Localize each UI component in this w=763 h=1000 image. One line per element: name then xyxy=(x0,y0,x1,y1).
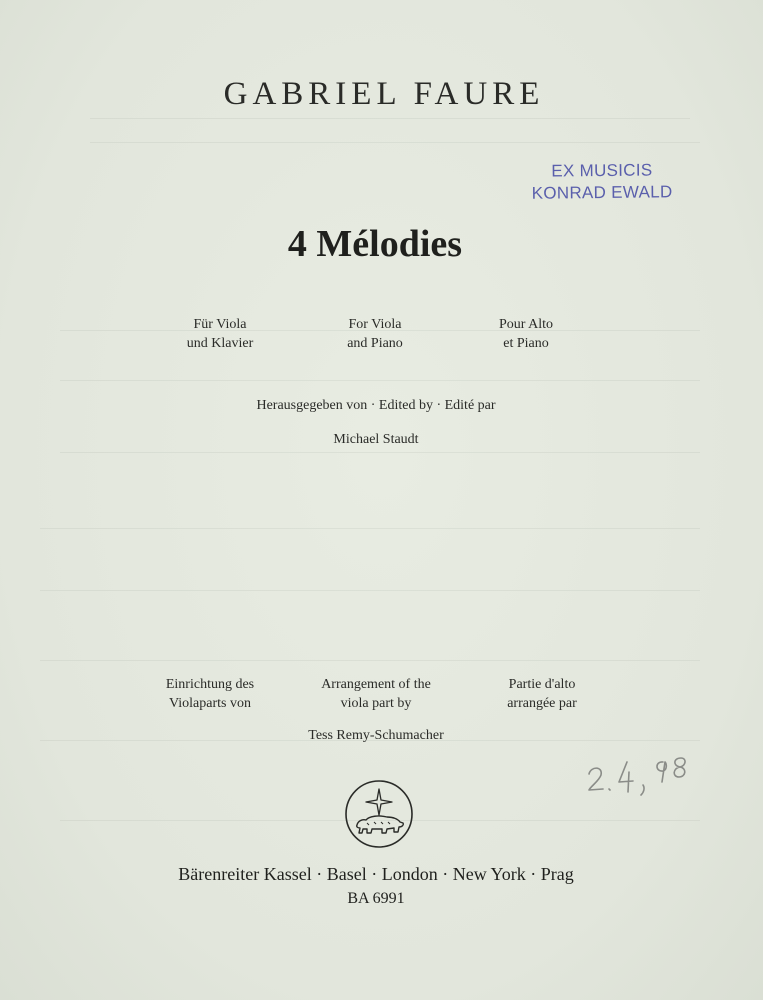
bleed-through-line xyxy=(40,590,700,591)
bleed-through-line xyxy=(40,528,700,529)
baerenreiter-bear-star-logo-icon xyxy=(343,778,415,850)
instrumentation-german xyxy=(150,315,290,353)
handwritten-date-pencil xyxy=(583,752,703,802)
arrangement-german-line2: Violaparts von xyxy=(169,696,251,711)
bleed-through-line xyxy=(60,380,700,381)
instrumentation-german-line2: und Klavier xyxy=(186,336,254,351)
instrumentation-french xyxy=(456,315,596,353)
instrumentation-french-line1: Pour Alto xyxy=(498,317,554,332)
instrumentation-english-line1: For Viola xyxy=(348,317,402,332)
bleed-through-line xyxy=(90,142,700,143)
composer-name: GABRIEL FAURE xyxy=(223,76,545,112)
instrumentation-english xyxy=(305,315,445,353)
stamp-line-1: EX MUSICIS xyxy=(551,160,653,181)
arrangement-english-line1: Arrangement of the xyxy=(321,677,431,692)
arrangement-german xyxy=(140,675,280,713)
instrumentation-french-line2: et Piano xyxy=(503,336,549,351)
arrangement-english xyxy=(296,675,456,713)
edited-by-label: Herausgegeben von · Edited by · Edité par xyxy=(256,398,496,413)
work-title: 4 Mélodies xyxy=(287,223,463,265)
bleed-through-line xyxy=(60,452,700,453)
stamp-line-2: KONRAD EWALD xyxy=(531,182,673,203)
instrumentation-english-line2: and Piano xyxy=(347,336,403,351)
catalog-number: BA 6991 xyxy=(347,890,405,907)
editor-name: Michael Staudt xyxy=(333,432,419,447)
arrangement-english-line2: viola part by xyxy=(340,696,412,711)
arrangement-french-line1: Partie d'alto xyxy=(508,677,576,692)
instrumentation-german-line1: Für Viola xyxy=(193,317,247,332)
bleed-through-line xyxy=(40,660,700,661)
arrangement-german-line1: Einrichtung des xyxy=(165,677,255,692)
arrangement-french xyxy=(472,675,612,713)
ownership-stamp xyxy=(522,159,682,205)
arrangement-french-line2: arrangée par xyxy=(507,696,577,711)
arranger-name: Tess Remy-Schumacher xyxy=(308,728,444,743)
bleed-through-line xyxy=(90,118,690,119)
publisher-line: Bärenreiter Kassel · Basel · London · New York · Prag xyxy=(178,864,574,884)
